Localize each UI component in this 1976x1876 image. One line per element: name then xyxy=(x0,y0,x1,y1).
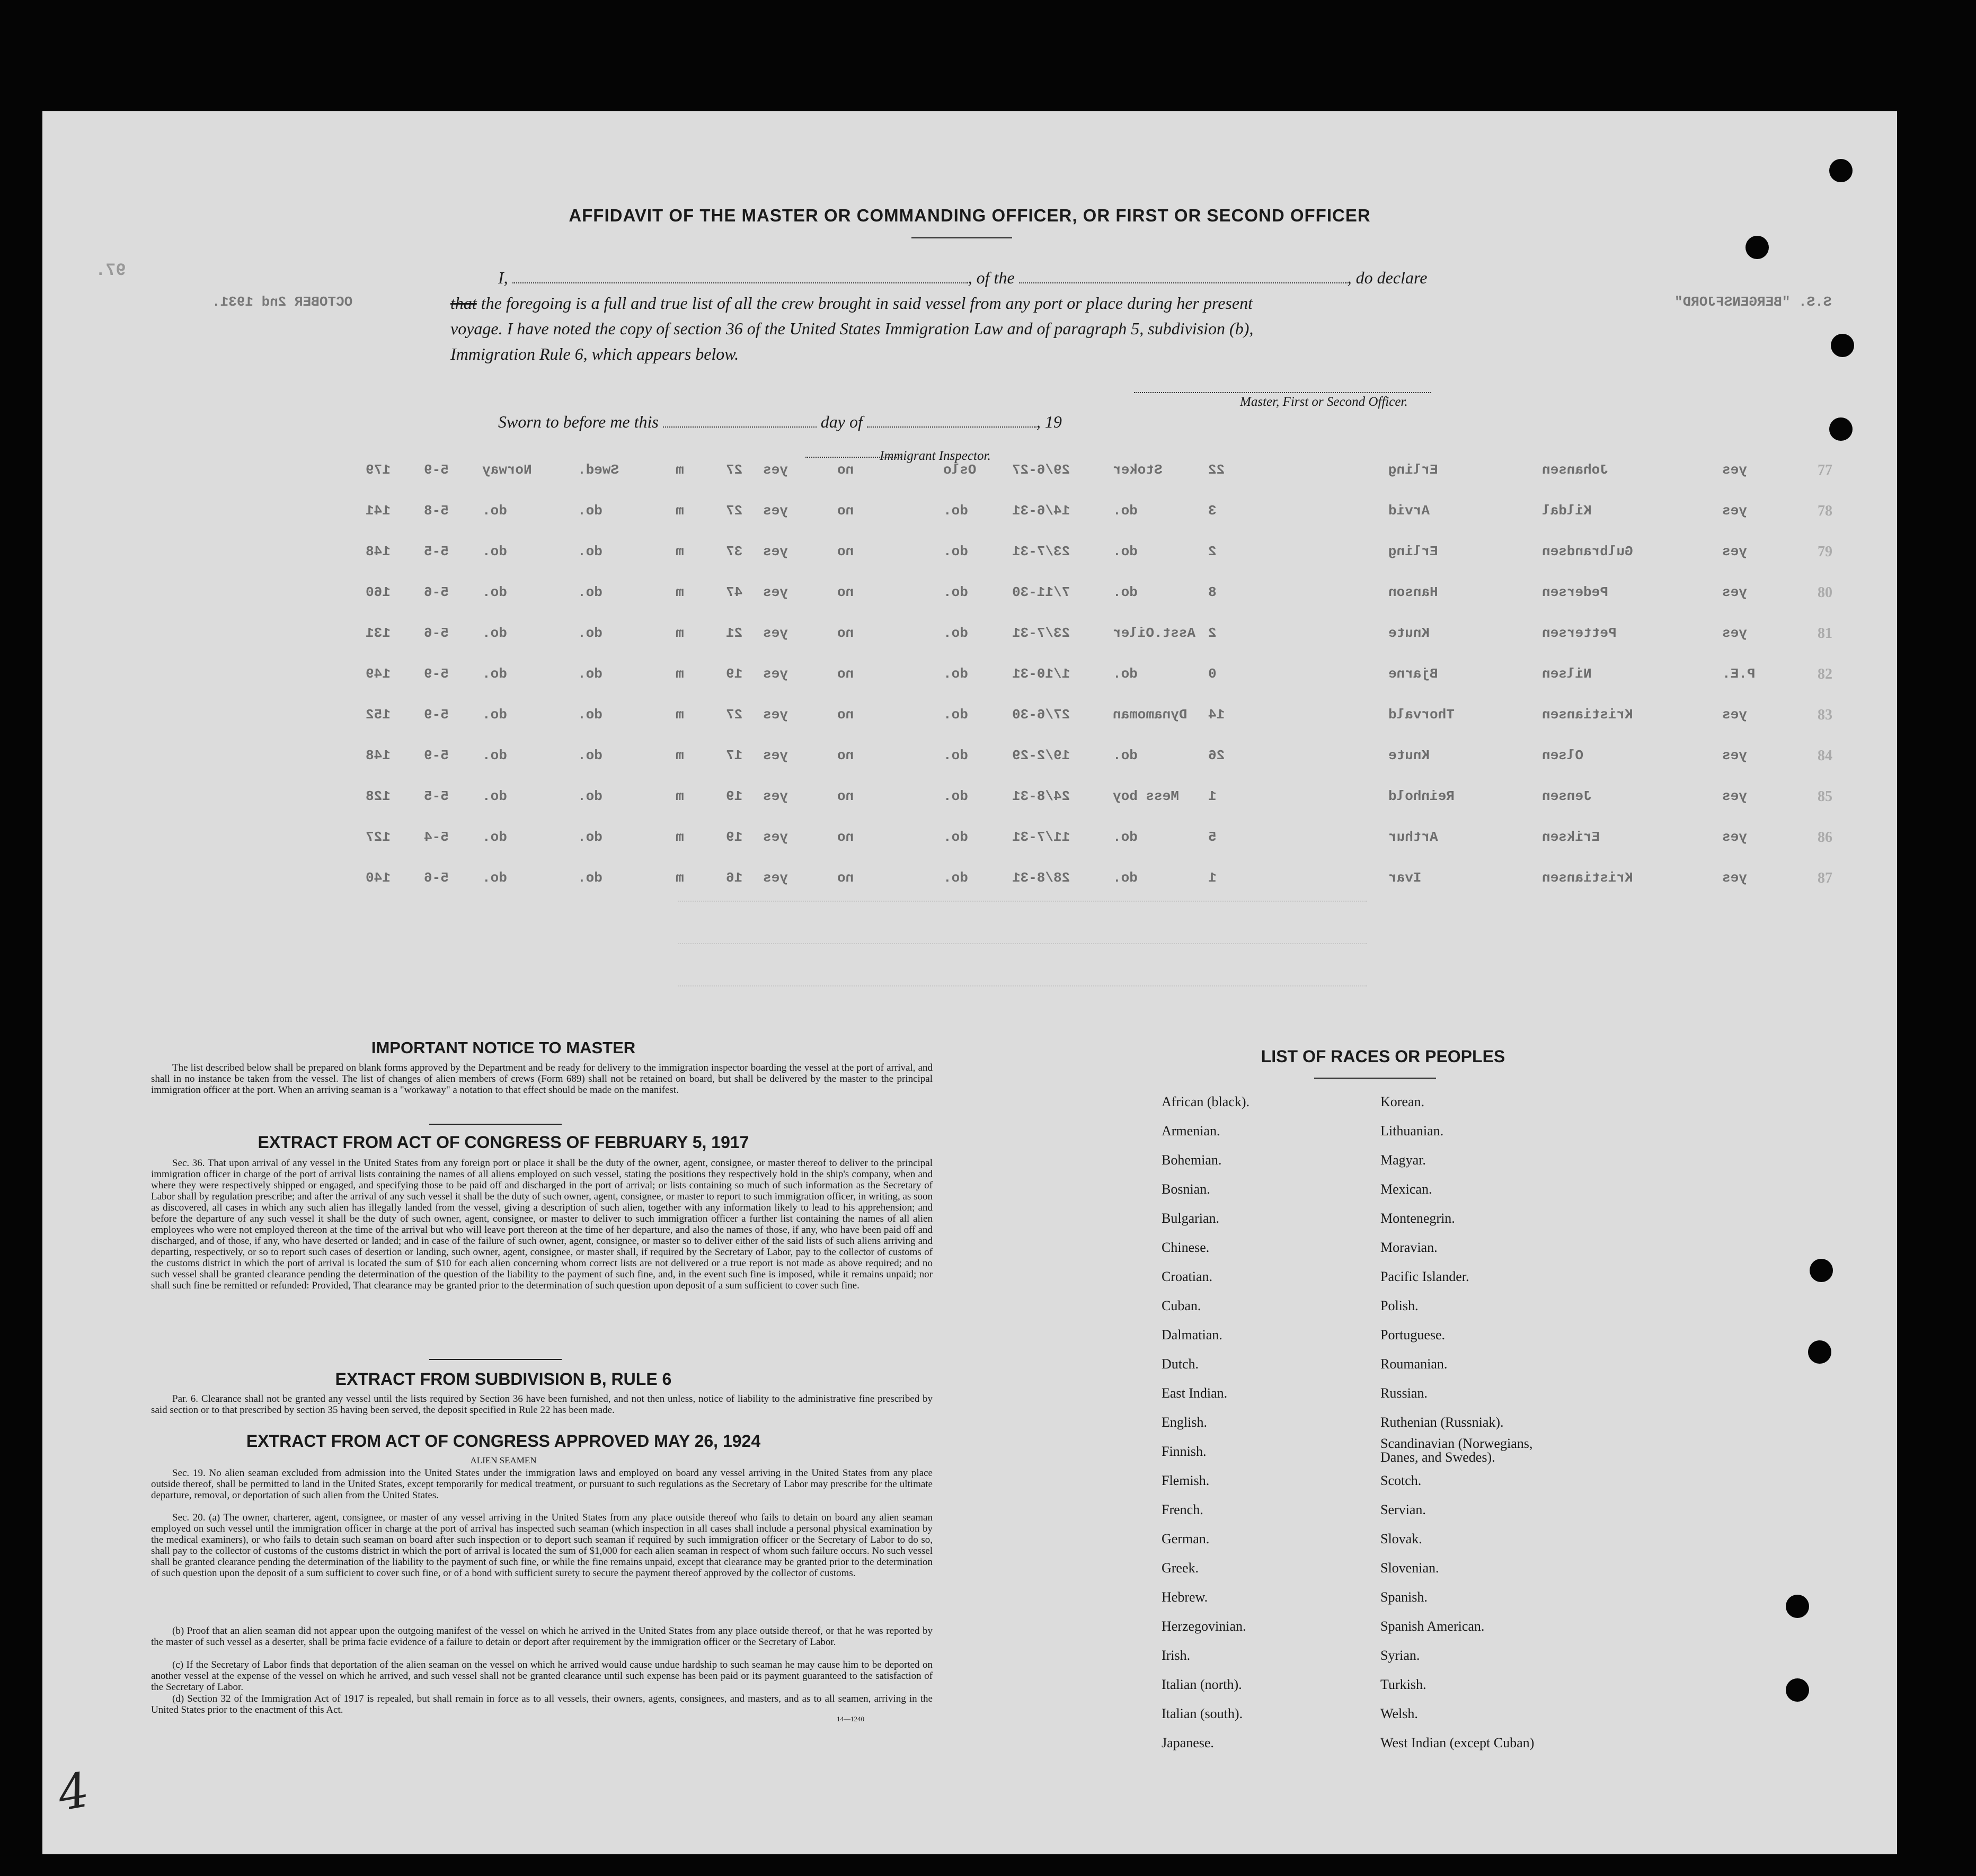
bleed-crew-cell: Swed. xyxy=(578,462,619,478)
bleed-crew-cell: 149 xyxy=(366,666,391,682)
bleed-crew-cell: Asst.Oiler xyxy=(1113,625,1196,641)
bleed-crew-cell: yes xyxy=(1722,625,1747,641)
bleed-crew-row xyxy=(42,625,1897,646)
bleed-crew-cell: do. xyxy=(482,748,507,763)
bleed-crew-cell: 11/7-31 xyxy=(1012,829,1070,845)
bleed-crew-cell: 19 xyxy=(726,666,743,682)
of-the-label: , of the xyxy=(968,268,1015,287)
bleed-crew-cell: yes xyxy=(763,503,788,519)
i-label: I, xyxy=(498,268,508,287)
bleed-crew-cell: yes xyxy=(763,625,788,641)
bleed-crew-cell: do. xyxy=(482,870,507,886)
sworn-label: Sworn to before me this xyxy=(498,412,659,431)
bleed-crew-cell: 148 xyxy=(366,748,391,763)
race-item: West Indian (except Cuban) xyxy=(1380,1735,1535,1750)
race-item: Scotch. xyxy=(1380,1473,1422,1488)
bleed-crew-row xyxy=(42,503,1897,524)
bleed-crew-cell: do. xyxy=(943,748,968,763)
bleed-crew-cell: m xyxy=(676,748,684,763)
bleed-crew-cell: 17 xyxy=(726,748,743,763)
bleed-crew-cell: yes xyxy=(1722,748,1747,763)
bleed-crew-cell: 80 xyxy=(1818,584,1832,601)
bleed-crew-cell: 27/6-30 xyxy=(1012,707,1070,723)
bleed-crew-row xyxy=(42,584,1897,606)
race-item: Syrian. xyxy=(1380,1648,1420,1663)
bleed-crew-cell: 79 xyxy=(1818,544,1832,560)
extract-1924-sec20d: (d) Section 32 of the Immigration Act of 1917 is repealed, but shall remain in force as to all vessels, their owners, agents, consignees, and masters, and as to all seamen, arriving in the United States prior to the enactment of this Act. xyxy=(151,1693,933,1715)
affidavit-text xyxy=(450,265,1537,367)
bleed-crew-cell: Erling xyxy=(1388,544,1438,559)
bleed-crew-cell: m xyxy=(676,625,684,641)
bleed-crew-row xyxy=(42,544,1897,565)
bleed-crew-cell: 19 xyxy=(726,788,743,804)
rule6-body: Par. 6. Clearance shall not be granted any vessel until the lists required by Section 36 have been furnished, and not then unless, notice of liability to the administrative fine prescribed by said section or to that prescribed by section 35 having been served, the deposit specified in Rule 22 has been made. xyxy=(151,1393,933,1416)
race-item: Portuguese. xyxy=(1380,1327,1446,1342)
bleed-crew-cell: 5-4 xyxy=(424,829,449,845)
bleed-crew-cell: m xyxy=(676,707,684,723)
bleed-through-crew-list xyxy=(42,111,1897,1854)
bleed-crew-cell: 47 xyxy=(726,584,743,600)
affidavit-title: AFFIDAVIT OF THE MASTER OR COMMANDING OFFICER, OR FIRST OR SECOND OFFICER xyxy=(569,206,1371,225)
extract-1924-sec20c: (c) If the Secretary of Labor finds that deportation of the alien seaman on the vessel on which he arrived would cause undue hardship to such seaman he may cause him to be deported on another vessel at the expense of the vessel on which he arrived, and such vessel shall not be granted clearance until such expense has been paid or its payment guaranteed to the satisfaction of the Secretary of Labor. xyxy=(151,1659,933,1693)
race-item: Welsh. xyxy=(1380,1706,1418,1721)
bleed-crew-cell: 5-9 xyxy=(424,462,449,478)
bleed-crew-cell: 5-9 xyxy=(424,748,449,763)
punch-hole xyxy=(1810,1259,1833,1282)
bleed-crew-cell: 23/7-31 xyxy=(1012,625,1070,641)
race-item: Ruthenian (Russniak). xyxy=(1380,1415,1504,1430)
bleed-crew-cell: yes xyxy=(1722,503,1747,519)
race-item: Finnish. xyxy=(1162,1444,1207,1459)
bleed-crew-cell: do. xyxy=(578,666,602,682)
punch-hole xyxy=(1829,159,1853,182)
bleed-crew-cell: m xyxy=(676,870,684,886)
punch-hole xyxy=(1831,334,1854,357)
inspector-label: Immigrant Inspector. xyxy=(880,449,991,463)
bleed-crew-cell: do. xyxy=(578,503,602,519)
bleed-crew-cell: 78 xyxy=(1818,503,1832,519)
bleed-crew-cell: do. xyxy=(943,666,968,682)
bleed-crew-cell: Arthur xyxy=(1388,829,1438,845)
races-title: LIST OF RACES OR PEOPLES xyxy=(1261,1047,1505,1066)
bleed-crew-cell: 0 xyxy=(1208,666,1217,682)
bleed-crew-cell: 140 xyxy=(366,870,391,886)
bleed-crew-cell: 5-9 xyxy=(424,666,449,682)
bleed-crew-cell: Thorvald xyxy=(1388,707,1455,723)
bleed-crew-cell: 5 xyxy=(1208,829,1217,845)
name-blank[interactable] xyxy=(512,271,968,283)
bleed-crew-cell: Erling xyxy=(1388,462,1438,478)
race-item: Mexican. xyxy=(1380,1181,1432,1197)
bleed-crew-cell: do. xyxy=(578,584,602,600)
bleed-crew-cell: 26 xyxy=(1208,748,1225,763)
bleed-crew-cell: Arvid xyxy=(1388,503,1430,519)
bleed-crew-row xyxy=(42,748,1897,769)
race-item: Lithuanian. xyxy=(1380,1123,1444,1139)
bleed-crew-cell: 2 xyxy=(1208,544,1217,559)
bleed-crew-cell: 14/6-31 xyxy=(1012,503,1070,519)
bleed-crew-cell: Jensen xyxy=(1542,788,1592,804)
bleed-crew-cell: 1 xyxy=(1208,788,1217,804)
bleed-crew-cell: do. xyxy=(943,829,968,845)
bleed-crew-cell: Nilsen xyxy=(1542,666,1592,682)
bleed-crew-cell: yes xyxy=(1722,829,1747,845)
bleed-crew-cell: do. xyxy=(943,707,968,723)
affidavit-line1 xyxy=(450,265,1537,290)
bleed-crew-cell: yes xyxy=(763,584,788,600)
affidavit-line3: voyage. I have noted the copy of section 36 of the United States Immigration Law and of paragraph 5, subdivision (b), xyxy=(450,319,1254,338)
punch-hole xyxy=(1829,417,1853,441)
bleed-crew-cell: 19/2-29 xyxy=(1012,748,1070,763)
bleed-crew-cell: yes xyxy=(763,544,788,559)
race-item: Magyar. xyxy=(1380,1152,1426,1168)
faint-ghost-2 xyxy=(678,943,1367,945)
bleed-crew-cell: yes xyxy=(1722,707,1747,723)
bleed-crew-cell: Kristiansen xyxy=(1542,707,1633,723)
bleed-crew-cell: 84 xyxy=(1818,748,1832,764)
bleed-crew-cell: yes xyxy=(763,870,788,886)
race-item: Servian. xyxy=(1380,1502,1426,1517)
bleed-crew-row xyxy=(42,788,1897,810)
year-label: , 19 xyxy=(1036,412,1062,431)
extract-1917-body: Sec. 36. That upon arrival of any vessel in the United States from any foreign port or place it shall be the duty of the owner, agent, consignee, or master thereof to deliver to the principal immigration officer in charge of the port of arrival lists containing the names of all aliens employed on such vessel, stating the positions they respectively hold in the ship's company, when and where they were respectively shipped or engaged, and specifying those to be paid off and discharged in the port of arrival; or lists containing so much of such information as the Secretary of Labor shall by regulation prescribe; and after the arrival of any such vessel it shall be the duty of such owner, agent, consignee, or master to report to such immigration officer, in writing, as soon as discovered, all cases in which any such alien has illegally landed from the vessel, giving a description of such alien, together with any information likely to lead to his apprehension; and before the departure of any such vessel it shall be the duty of such owner, agent, consignee, or master to deliver to such immigration officer a further list containing the names of all alien employees who were not employed thereon at the time of the arrival but who will leave port thereon at the time of her departure, and also the names of those, if any, who have been paid off and discharged, and of those, if any, who have deserted or landed; and in case of the failure of such owner, agent, consignee, or master so to deliver either of the said lists of such aliens arriving and departing, respectively, or so to report such cases of desertion or landing, such owner, agent, consignee, or master shall, if required by the Secretary of Labor, pay to the collector of customs of the customs district in which the port of arrival is located the sum of $10 for each alien concerning whom correct lists are not delivered or a true report is not made as above required; and no such vessel shall be granted clearance pending the determination of the question of the liability to the payment of such fine, and, in the event such fine is imposed, while it remains unpaid; nor shall such fine be remitted or refunded: Provided, That clearance may be granted prior to the determination of such question upon deposit of a sum sufficient to cover such fine. xyxy=(151,1158,933,1291)
bleed-crew-cell: 5-6 xyxy=(424,870,449,886)
bleed-crew-cell: 1/10-31 xyxy=(1012,666,1070,682)
race-item: French. xyxy=(1162,1502,1203,1517)
bleed-crew-cell: 87 xyxy=(1818,870,1832,886)
bleed-crew-cell: 5-5 xyxy=(424,788,449,804)
bleed-crew-cell: m xyxy=(676,829,684,845)
bleed-crew-cell: 8 xyxy=(1208,584,1217,600)
bleed-crew-cell: m xyxy=(676,666,684,682)
race-item: Chinese. xyxy=(1162,1240,1210,1255)
race-item: Hebrew. xyxy=(1162,1589,1208,1605)
bleed-crew-cell: 152 xyxy=(366,707,391,723)
bleed-crew-cell: do. xyxy=(482,625,507,641)
punch-hole xyxy=(1786,1595,1809,1618)
bleed-crew-cell: Olsen xyxy=(1542,748,1584,763)
bleed-crew-cell: do. xyxy=(1113,666,1138,682)
bleed-crew-cell: Kristiansen xyxy=(1542,870,1633,886)
bleed-crew-cell: 81 xyxy=(1818,625,1832,642)
vessel-blank[interactable] xyxy=(1019,271,1348,283)
bleed-crew-cell: no xyxy=(837,829,854,845)
affidavit-line2-text: the foregoing is a full and true list of all the crew brought in said vessel from any port or place during her present xyxy=(481,294,1253,313)
bleed-crew-cell: do. xyxy=(943,544,968,559)
race-item: Bosnian. xyxy=(1162,1181,1210,1197)
bleed-crew-cell: 77 xyxy=(1818,462,1832,478)
race-item: Bulgarian. xyxy=(1162,1211,1220,1226)
bleed-crew-cell: 85 xyxy=(1818,788,1832,805)
handwritten-mark: 4 xyxy=(54,1762,93,1822)
race-item: Flemish. xyxy=(1162,1473,1210,1488)
race-item: Japanese. xyxy=(1162,1735,1214,1750)
bleed-crew-cell: 5-5 xyxy=(424,544,449,559)
bleed-crew-cell: Stoker xyxy=(1113,462,1163,478)
bleed-crew-cell: Kildal xyxy=(1542,503,1592,519)
bleed-crew-cell: do. xyxy=(482,829,507,845)
race-item: Herzegovinian. xyxy=(1162,1619,1246,1634)
bleed-date: OCTOBER 2nd 1931. xyxy=(212,294,353,310)
race-item: Italian (south). xyxy=(1162,1706,1243,1721)
bleed-crew-cell: 82 xyxy=(1818,666,1832,682)
bleed-ship-name: S.S. "BERGENSFJORD" xyxy=(1674,294,1832,310)
bleed-crew-cell: 22 xyxy=(1208,462,1225,478)
races-rule xyxy=(1314,1078,1436,1079)
bleed-crew-cell: Reinhold xyxy=(1388,788,1455,804)
bleed-crew-cell: 1 xyxy=(1208,870,1217,886)
bleed-crew-cell: no xyxy=(837,625,854,641)
bleed-crew-cell: do. xyxy=(578,748,602,763)
bleed-crew-cell: 28/8-31 xyxy=(1012,870,1070,886)
bleed-crew-cell: do. xyxy=(943,625,968,641)
race-item: Dalmatian. xyxy=(1162,1327,1222,1342)
bleed-crew-cell: Oslo xyxy=(943,462,977,478)
extract-1924-sec19: Sec. 19. No alien seaman excluded from admission into the United States under the immigration laws and employed on board any vessel arriving in the United States from any place outside thereof, shall be permitted to land in the United States, except temporarily for medical treatment, or pursuant to such regulations as the Secretary of Labor may prescribe for the ultimate departure, removal, or deportation of such alien from the United States. xyxy=(151,1468,933,1501)
race-item: Bohemian. xyxy=(1162,1152,1222,1168)
bleed-crew-cell: yes xyxy=(763,462,788,478)
race-item: African (black). xyxy=(1162,1094,1250,1109)
bleed-crew-cell: do. xyxy=(1113,544,1138,559)
bleed-crew-row xyxy=(42,870,1897,891)
bleed-crew-cell: 19 xyxy=(726,829,743,845)
sworn-line xyxy=(498,412,1062,432)
manifest-page xyxy=(42,111,1897,1854)
bleed-crew-cell: yes xyxy=(1722,584,1747,600)
bleed-crew-cell: no xyxy=(837,666,854,682)
bleed-crew-cell: 160 xyxy=(366,584,391,600)
race-item: Armenian. xyxy=(1162,1123,1220,1139)
notice-title: IMPORTANT NOTICE TO MASTER xyxy=(371,1038,636,1057)
bleed-crew-cell: 23/7-31 xyxy=(1012,544,1070,559)
bleed-crew-cell: 148 xyxy=(366,544,391,559)
bleed-crew-cell: no xyxy=(837,748,854,763)
bleed-crew-cell: yes xyxy=(763,707,788,723)
bleed-crew-cell: Johansen xyxy=(1542,462,1608,478)
bleed-crew-cell: yes xyxy=(763,788,788,804)
race-item: Moravian. xyxy=(1380,1240,1438,1255)
bleed-crew-cell: 24/8-31 xyxy=(1012,788,1070,804)
title-rule xyxy=(911,237,1012,238)
bleed-crew-cell: Hanson xyxy=(1388,584,1438,600)
race-item: English. xyxy=(1162,1415,1207,1430)
notice-body: The list described below shall be prepared on blank forms approved by the Department and be ready for delivery to the immigration inspector boarding the vessel at the port of arrival, and shall in no instance be taken from the vessel. The list of changes of alien members of crews (Form 689) shall not be retained on board, but shall be delivered by the master to the principal immigration officer at the port. When an arriving seaman is a "workaway" a notation to that effect should be made on the manifest. xyxy=(151,1062,933,1096)
bleed-crew-cell: no xyxy=(837,788,854,804)
affidavit-line2 xyxy=(450,290,1537,316)
bleed-crew-cell: Pettersen xyxy=(1542,625,1617,641)
bleed-crew-cell: 5-6 xyxy=(424,584,449,600)
race-item: Italian (north). xyxy=(1162,1677,1242,1692)
bleed-crew-cell: 83 xyxy=(1818,707,1832,723)
bleed-crew-cell: 127 xyxy=(366,829,391,845)
bleed-crew-cell: 21 xyxy=(726,625,743,641)
race-item: Roumanian. xyxy=(1380,1356,1448,1372)
alien-seamen-subtitle: ALIEN SEAMEN xyxy=(470,1455,537,1465)
bleed-crew-cell: 7/11-30 xyxy=(1012,584,1070,600)
faint-ghost-1 xyxy=(678,901,1367,903)
rule6-title: EXTRACT FROM SUBDIVISION B, RULE 6 xyxy=(335,1370,672,1389)
bleed-crew-cell: yes xyxy=(1722,870,1747,886)
bleed-crew-cell: no xyxy=(837,462,854,478)
bleed-crew-cell: do. xyxy=(1113,870,1138,886)
bleed-crew-cell: do. xyxy=(578,625,602,641)
extract-1917-rule xyxy=(429,1359,562,1360)
bleed-crew-cell: do. xyxy=(943,788,968,804)
race-item: German. xyxy=(1162,1531,1210,1546)
extract-1917-title: EXTRACT FROM ACT OF CONGRESS OF FEBRUARY 5, 1917 xyxy=(258,1133,749,1152)
punch-hole xyxy=(1808,1340,1831,1364)
bleed-crew-cell: no xyxy=(837,870,854,886)
races-column-2 xyxy=(1380,1087,1571,1757)
bleed-crew-cell: Gulbrandsen xyxy=(1542,544,1633,559)
form-number: 14—1240 xyxy=(837,1715,864,1723)
punch-hole xyxy=(1786,1678,1809,1702)
bleed-crew-cell: do. xyxy=(578,544,602,559)
bleed-crew-cell: m xyxy=(676,462,684,478)
bleed-crew-cell: do. xyxy=(578,788,602,804)
bleed-crew-cell: 131 xyxy=(366,625,391,641)
bleed-crew-cell: no xyxy=(837,707,854,723)
bleed-crew-cell: do. xyxy=(1113,829,1138,845)
bleed-crew-cell: no xyxy=(837,544,854,559)
bleed-crew-cell: Eriksen xyxy=(1542,829,1600,845)
bleed-crew-cell: 5-8 xyxy=(424,503,449,519)
extract-1924-title: EXTRACT FROM ACT OF CONGRESS APPROVED MAY 26, 1924 xyxy=(246,1432,761,1451)
that-label: that xyxy=(450,294,477,313)
bleed-crew-cell: do. xyxy=(943,584,968,600)
race-item: Dutch. xyxy=(1162,1356,1199,1372)
bleed-crew-cell: yes xyxy=(763,666,788,682)
extract-1924-sec20b: (b) Proof that an alien seaman did not appear upon the outgoing manifest of the vessel on which he arrived in the United States from any place outside thereof, or that he was reported by the master of such vessel as a deserter, shall be prima facie evidence of a failure to detain or deport after requirement by the immigration officer or the Secretary of Labor. xyxy=(151,1625,933,1648)
bleed-crew-cell: m xyxy=(676,788,684,804)
do-declare-label: , do declare xyxy=(1347,268,1428,287)
race-item: Korean. xyxy=(1380,1094,1425,1109)
bleed-crew-cell: no xyxy=(837,503,854,519)
extract-1924-sec20a: Sec. 20. (a) The owner, charterer, agent, consignee, or master of any vessel arriving in the United States from any place outside thereof who fails to detain on board any alien seaman employed on such vessel until the immigration officer in charge at the port of arrival has inspected such seaman (which inspection in all cases shall include a personal physical examination by the medical examiners), or who fails to detain such seaman on board after such inspection or to deport such seaman if required by such immigration officer or the Secretary of Labor to do so, shall pay to the collector of customs of the customs district in which the port of arrival is located the sum of $1,000 for each alien seaman in respect of whom such failure occurs. No such vessel shall be granted clearance pending the determination of the liability to the payment of such fine, or while the fine remains unpaid, except that clearance may be granted prior to the determination of such question upon the deposit of a sum sufficient to cover such fine, or of a bond with sufficient surety to secure the payment thereof approved by the collector of customs. xyxy=(151,1512,933,1579)
bleed-crew-cell: do. xyxy=(482,666,507,682)
bleed-crew-cell: Norway xyxy=(482,462,532,478)
bleed-crew-cell: Knute xyxy=(1388,748,1430,763)
bleed-crew-cell: yes xyxy=(1722,544,1747,559)
bleed-crew-cell: 5-9 xyxy=(424,707,449,723)
signature-line[interactable] xyxy=(1134,392,1431,393)
bleed-crew-cell: yes xyxy=(1722,462,1747,478)
race-item: Slovak. xyxy=(1380,1531,1422,1546)
race-item: Pacific Islander. xyxy=(1380,1269,1469,1284)
race-item: Polish. xyxy=(1380,1298,1419,1313)
bleed-crew-cell: 141 xyxy=(366,503,391,519)
bleed-crew-cell: 37 xyxy=(726,544,743,559)
sworn-month-blank[interactable] xyxy=(867,415,1036,428)
bleed-crew-cell: 27 xyxy=(726,707,743,723)
race-item: Scandinavian (Norwegians, Danes, and Swedes). xyxy=(1380,1436,1533,1465)
faint-ghost-3 xyxy=(678,985,1367,988)
bleed-crew-row xyxy=(42,462,1897,483)
race-item: Russian. xyxy=(1380,1385,1428,1401)
bleed-crew-cell: do. xyxy=(578,829,602,845)
bleed-crew-cell: do. xyxy=(482,544,507,559)
bleed-crew-cell: 27 xyxy=(726,503,743,519)
bleed-crew-cell: do. xyxy=(482,503,507,519)
race-item: Cuban. xyxy=(1162,1298,1201,1313)
bleed-crew-cell: do. xyxy=(482,584,507,600)
bleed-crew-cell: 128 xyxy=(366,788,391,804)
bleed-crew-cell: do. xyxy=(1113,584,1138,600)
race-item: Irish. xyxy=(1162,1648,1191,1663)
bleed-crew-cell: do. xyxy=(943,870,968,886)
bleed-crew-cell: Dynamoman xyxy=(1113,707,1188,723)
bleed-crew-cell: yes xyxy=(763,829,788,845)
day-of-label: day of xyxy=(820,412,863,431)
affidavit-line4: Immigration Rule 6, which appears below. xyxy=(450,344,739,363)
bleed-crew-cell: 16 xyxy=(726,870,743,886)
bleed-crew-cell: do. xyxy=(578,707,602,723)
notice-rule xyxy=(429,1124,562,1125)
signature-label: Master, First or Second Officer. xyxy=(1240,395,1408,409)
race-item: Montenegrin. xyxy=(1380,1211,1455,1226)
race-item: East Indian. xyxy=(1162,1385,1228,1401)
bleed-crew-cell: 86 xyxy=(1818,829,1832,846)
bleed-crew-cell: Bjarne xyxy=(1388,666,1438,682)
bleed-crew-cell: 5-6 xyxy=(424,625,449,641)
bleed-crew-cell: Knute xyxy=(1388,625,1430,641)
bleed-crew-cell: Mess boy xyxy=(1113,788,1179,804)
bleed-crew-row xyxy=(42,829,1897,850)
bleed-crew-cell: do. xyxy=(482,707,507,723)
bleed-crew-cell: do. xyxy=(578,870,602,886)
race-item: Croatian. xyxy=(1162,1269,1213,1284)
bleed-crew-cell: no xyxy=(837,584,854,600)
bleed-crew-cell: 29/6-27 xyxy=(1012,462,1070,478)
bleed-crew-cell: Pedersen xyxy=(1542,584,1608,600)
bleed-crew-cell: m xyxy=(676,503,684,519)
bleed-crew-cell: yes xyxy=(763,748,788,763)
bleed-crew-row xyxy=(42,707,1897,728)
race-item: Spanish. xyxy=(1380,1589,1428,1605)
sworn-day-blank[interactable] xyxy=(663,415,817,428)
bleed-crew-cell: 2 xyxy=(1208,625,1217,641)
bleed-crew-cell: yes xyxy=(1722,788,1747,804)
bleed-crew-cell: do. xyxy=(1113,748,1138,763)
race-item: Spanish American. xyxy=(1380,1619,1485,1634)
bleed-crew-cell: do. xyxy=(943,503,968,519)
punch-hole xyxy=(1745,236,1769,259)
bleed-crew-cell: 3 xyxy=(1208,503,1217,519)
bleed-corner-mark: 97. xyxy=(95,261,126,280)
bleed-crew-cell: m xyxy=(676,584,684,600)
bleed-crew-cell: do. xyxy=(482,788,507,804)
bleed-crew-cell: P.E. xyxy=(1722,666,1756,682)
bleed-crew-row xyxy=(42,666,1897,687)
bleed-crew-cell: 14 xyxy=(1208,707,1225,723)
bleed-crew-cell: Ivar xyxy=(1388,870,1422,886)
bleed-crew-cell: 27 xyxy=(726,462,743,478)
bleed-crew-cell: 179 xyxy=(366,462,391,478)
race-item: Slovenian. xyxy=(1380,1560,1439,1576)
race-item: Greek. xyxy=(1162,1560,1199,1576)
races-column-1 xyxy=(1162,1087,1250,1757)
bleed-crew-cell: m xyxy=(676,544,684,559)
race-item: Turkish. xyxy=(1380,1677,1426,1692)
bleed-crew-cell: do. xyxy=(1113,503,1138,519)
